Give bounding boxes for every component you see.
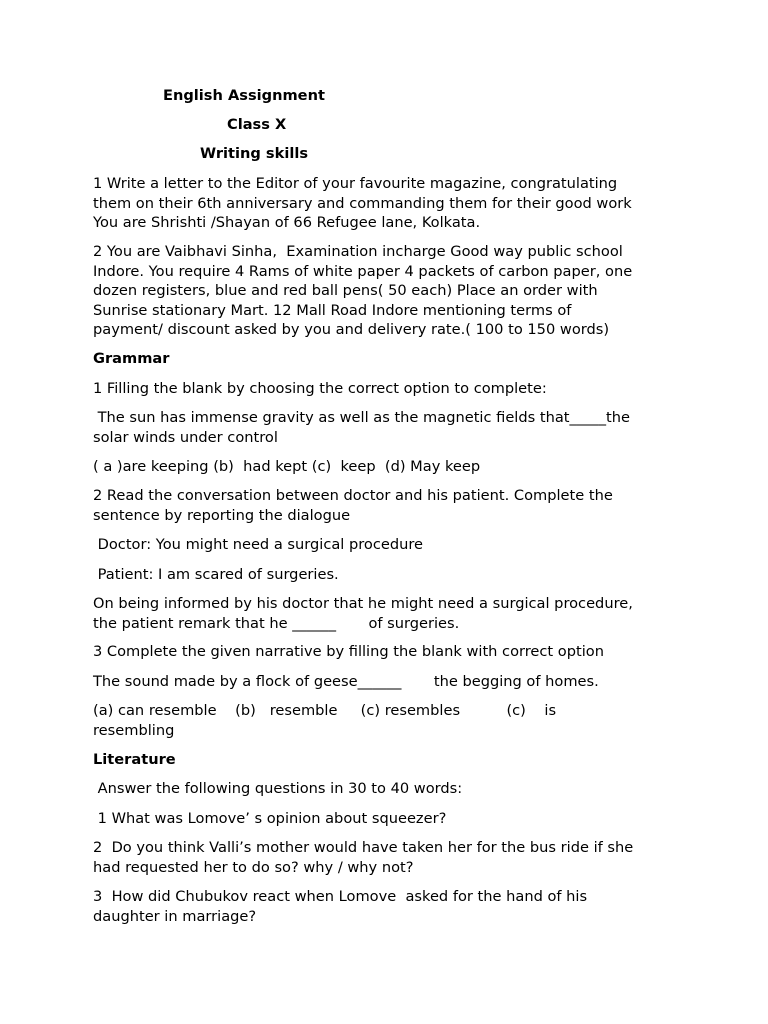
writing-q1-line: them on their 6th anniversary and commanding them for their good work (93, 194, 632, 212)
grammar-q3-sentence: The sound made by a flock of geese______ the begging of homes. (93, 673, 599, 690)
writing-question-1 (93, 174, 673, 233)
grammar-q1-sentence-line: solar winds under control (93, 428, 278, 446)
literature-q3-line: daughter in marriage? (93, 907, 257, 925)
section-heading-writing: Writing skills (200, 145, 309, 162)
grammar-q3-options-line: (a) can resemble (b) resemble (c) resembles (c) is (93, 702, 557, 719)
literature-q3-line: 3 How did Chubukov react when Lomove asked for the hand of his (93, 888, 588, 905)
writing-q2-line: Indore. You require 4 Rams of white paper 4 packets of carbon paper, one (93, 262, 633, 280)
grammar-q2-report-line: On being informed by his doctor that he might need a surgical procedure, (93, 595, 633, 612)
grammar-q1-prompt: 1 Filling the blank by choosing the correct option to complete: (93, 380, 547, 397)
literature-q3 (93, 887, 673, 926)
literature-q1: 1 What was Lomove’ s opinion about squeezer? (93, 810, 447, 827)
grammar-q1-sentence-line: The sun has immense gravity as well as the magnetic fields that_____the (93, 409, 630, 426)
grammar-q2-prompt-line: sentence by reporting the dialogue (93, 506, 351, 524)
section-heading-literature: Literature (93, 751, 176, 768)
section-heading-grammar: Grammar (93, 350, 170, 367)
grammar-q1-sentence (93, 408, 673, 447)
grammar-q2-prompt-line: 2 Read the conversation between doctor and his patient. Complete the (93, 487, 613, 504)
writing-q1-line: You are Shrishti /Shayan of 66 Refugee lane, Kolkata. (93, 214, 481, 231)
writing-q2-line: 2 You are Vaibhavi Sinha, Examination incharge Good way public school (93, 243, 623, 260)
literature-q2-line: 2 Do you think Valli’s mother would have taken her for the bus ride if she (93, 839, 634, 856)
writing-q1-line: 1 Write a letter to the Editor of your favourite magazine, congratulating (93, 175, 618, 192)
literature-q2 (93, 838, 673, 877)
assignment-title: English Assignment (163, 87, 325, 104)
writing-q2-line: Sunrise stationary Mart. 12 Mall Road Indore mentioning terms of (93, 301, 572, 319)
grammar-q2-patient-line: Patient: I am scared of surgeries. (93, 566, 339, 583)
writing-question-2 (93, 242, 673, 340)
writing-q2-line: payment/ discount asked by you and delivery rate.( 100 to 150 words) (93, 321, 610, 338)
grammar-q3-options-line: resembling (93, 721, 175, 739)
writing-q2-line: dozen registers, blue and red ball pens( 50 each) Place an order with (93, 282, 598, 299)
literature-instruction: Answer the following questions in 30 to 40 words: (93, 780, 463, 797)
grammar-q3-prompt: 3 Complete the given narrative by filling the blank with correct option (93, 643, 604, 660)
grammar-q2-report-line: the patient remark that he ______ of surgeries. (93, 614, 460, 632)
grammar-q2-prompt (93, 486, 673, 525)
grammar-q2-report (93, 594, 673, 633)
class-label: Class X (227, 116, 287, 133)
literature-q2-line: had requested her to do so? why / why not? (93, 858, 414, 876)
grammar-q1-options: ( a )are keeping (b) had kept (c) keep (d) May keep (93, 458, 481, 475)
grammar-q3-options (93, 701, 673, 740)
grammar-q2-doctor-line: Doctor: You might need a surgical procedure (93, 536, 424, 553)
